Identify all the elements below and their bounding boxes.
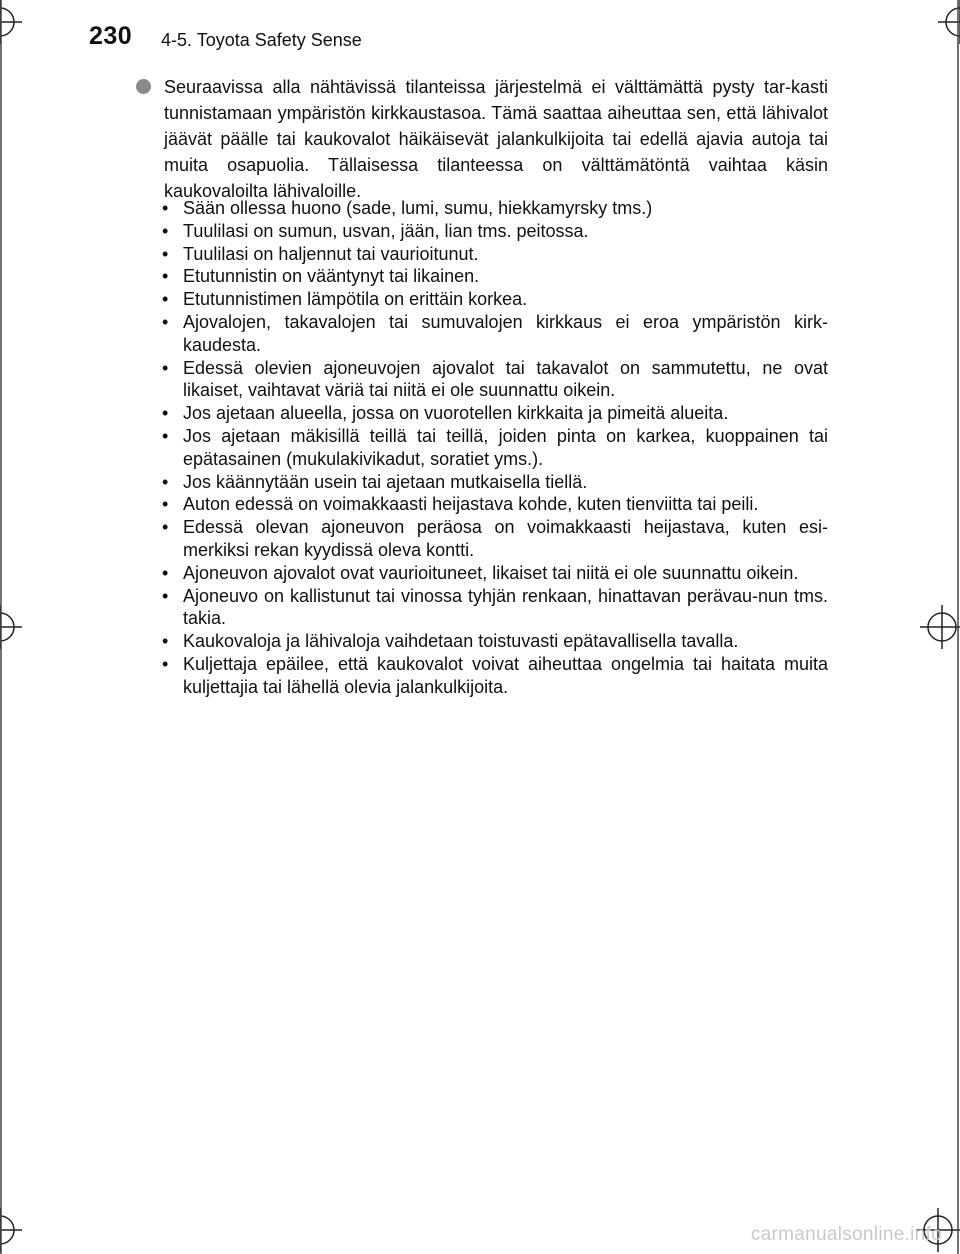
intro-paragraph [136,74,828,204]
list-item: • Tuulilasi on haljennut tai vaurioitunut. [162,243,828,266]
intro-text: Seuraavissa alla nähtävissä tilanteissa järjestelmä ei välttämättä pysty tar-kasti tunnistamaan ympäristön kirkkaustasoa. Tämä saattaa aiheuttaa sen, että lähivalot jäävät päälle tai kaukovalot häikäisevät jalankulkijoita tai edellä ajavia autoja tai muita osapuolia. Tällaisessa tilanteessa on välttämätöntä vaihtaa käsin kaukovaloilta lähivaloille. [164,77,828,201]
list-item: • Tuulilasi on sumun, usvan, jään, lian tms. peitossa. [162,220,828,243]
list-item: • Jos käännytään usein tai ajetaan mutkaisella tiellä. [162,471,828,494]
list-item: • Ajovalojen, takavalojen tai sumuvalojen kirkkaus ei eroa ympäristön kirk-kaudesta. [162,311,828,357]
list-item: • Sään ollessa huono (sade, lumi, sumu, hiekkamyrsky tms.) [162,197,828,220]
list-item: • Auton edessä on voimakkaasti heijastava kohde, kuten tienviitta tai peili. [162,493,828,516]
section-title: 4-5. Toyota Safety Sense [161,30,362,50]
list-item: • Kaukovaloja ja lähivaloja vaihdetaan toistuvasti epätavallisella tavalla. [162,630,828,653]
list-item: • Jos ajetaan mäkisillä teillä tai teillä, joiden pinta on karkea, kuoppainen tai epätasainen (mukulakivikadut, soratiet yms.). [162,425,828,471]
list-item: • Edessä olevien ajoneuvojen ajovalot tai takavalot on sammutettu, ne ovat likaiset, vaihtavat väriä tai niitä ei ole suunnattu oikein. [162,357,828,403]
circle-bullet-icon [136,79,151,94]
trim-line-left [0,0,4,1254]
list-item: • Ajoneuvon ajovalot ovat vaurioituneet, likaiset tai niitä ei ole suunnattu oikein. [162,562,828,585]
registration-mark-icon [920,605,960,649]
condition-list [162,197,828,699]
trim-line-right [956,0,960,1254]
list-item: • Kuljettaja epäilee, että kaukovalot voivat aiheuttaa ongelmia tai haitata muita kuljettajia tai lähellä olevia jalankulkijoita. [162,653,828,699]
list-item: • Jos ajetaan alueella, jossa on vuorotellen kirkkaita ja pimeitä alueita. [162,402,828,425]
page-number: 230 [89,22,133,50]
list-item: • Edessä olevan ajoneuvon peräosa on voimakkaasti heijastava, kuten esi-merkiksi rekan kyydissä oleva kontti. [162,516,828,562]
list-item: • Etutunnistin on vääntynyt tai likainen. [162,265,828,288]
list-item: • Etutunnistimen lämpötila on erittäin korkea. [162,288,828,311]
watermark: carmanualsonline.info [750,1224,942,1245]
list-item: • Ajoneuvo on kallistunut tai vinossa tyhjän renkaan, hinattavan perävau-nun tms. takia. [162,585,828,631]
